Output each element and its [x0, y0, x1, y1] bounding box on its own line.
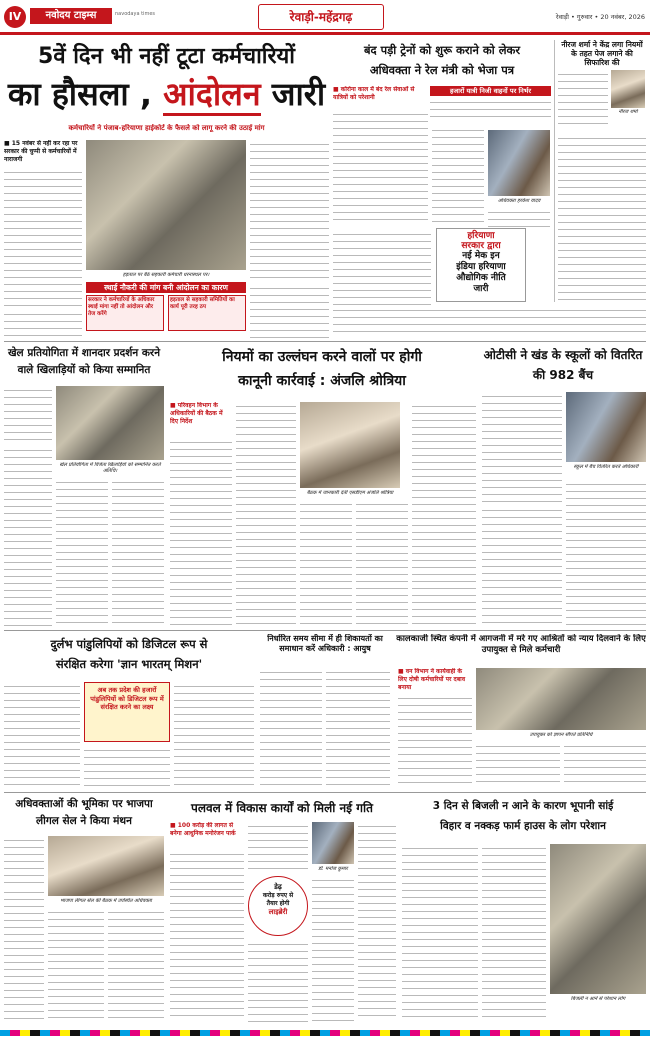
body-power-col1 — [402, 844, 478, 1022]
body-sports-col3 — [112, 478, 164, 626]
masthead-small-tag: navodaya times — [115, 11, 156, 17]
headline-rules-line-2: कानूनी कार्रवाई : अंजलि श्रोत्रिया — [238, 373, 406, 389]
body-ashram-col3 — [564, 742, 646, 788]
caption-lawyers: भाजपा लीगल सेल की बैठक में उपस्थित अधिवक्ता — [60, 898, 152, 904]
kicker-rules: ■ परिवहन विभाग के अधिकारियों की बैठक में दिए निर्देश — [170, 402, 223, 425]
photo-side — [611, 70, 645, 108]
divider-row-3 — [4, 792, 646, 793]
divider-row-2 — [4, 630, 646, 631]
promo-line-4: इंडिया हरियाणा — [456, 262, 506, 272]
body-otc-col1 — [482, 392, 562, 502]
headline-side: नीरज शर्मा ने केंद्र लगा नियमों के तहत पेज लगाने की सिफारिश की — [561, 40, 643, 67]
caption-side: नीरज शर्मा — [618, 109, 638, 115]
headline-lawyers: अधिवक्ताओं की भूमिका पर भाजपा लीगल सेल ने किया मंथन — [15, 798, 153, 827]
body-lawyers-col1b — [4, 888, 44, 1022]
paper-name-logo: नवोदय टाइम्स — [30, 8, 112, 24]
headline-rules — [168, 345, 476, 395]
caption-trains: अधिवक्ता हरकेश यादव — [497, 198, 541, 204]
body-sports-col1 — [4, 386, 52, 442]
headline-trains — [333, 40, 551, 84]
body-manuscripts-col1 — [4, 682, 80, 788]
body-trains-wide — [333, 306, 646, 338]
footer-color-strip — [0, 1030, 650, 1036]
promo-line-1: हरियाणा — [467, 231, 495, 241]
headline-trains-line-2: अधिवक्ता ने रेल मंत्री को भेजा पत्र — [369, 63, 515, 77]
body-ashram-col1 — [398, 694, 472, 788]
photo-lawyers — [48, 836, 164, 896]
body-rules-col5 — [412, 402, 476, 626]
body-rules-col1 — [170, 438, 232, 626]
headline-trains-line-1: बंद पड़ी ट्रेनों को शुरू कराने को लेकर — [363, 43, 521, 57]
headline-power-line-2: विहार व नक्कड़ फार्म हाउस के लोग परेशान — [440, 820, 606, 832]
caption-strike: हड़ताल पर बैठे सहकारी कर्मचारी धरनास्थल पर। — [122, 272, 210, 278]
photo-sports — [56, 386, 164, 460]
page-number-badge: IV — [4, 6, 26, 28]
caption-otc: स्कूल में बैंच वितरित करते अधिकारी — [573, 464, 639, 470]
quote-box-strike-2: हड़ताल से सहकारी समितियों का कार्य पूरी तरह ठप — [168, 295, 246, 331]
photo-strike — [86, 140, 246, 270]
panel-trains-title: हजारों यात्री निजी वाहनों पर निर्भर — [430, 86, 551, 96]
headline-officers: निर्धारित समय सीमा में ही शिकायतों का समाधान करें अधिकारी : आयुष — [267, 634, 383, 653]
body-palwal-col3b — [312, 876, 354, 1022]
body-strike-col3b — [250, 284, 329, 338]
body-rules-col4 — [356, 500, 408, 626]
photo-power — [550, 844, 646, 994]
kicker-strike: ■ 15 नवंबर से नहीं कर रहा पर सरकार की चुप्पी से कर्मचारियों में नाराजगी — [4, 140, 78, 163]
kicker-trains: ■ कोरोना काल में बंद रेल सेवाओं से यात्रियों को परेशानी — [333, 86, 415, 101]
highlight-manuscripts: अब तक प्रदेश की हजारों पांडुलिपियों को डिजिटल रूप में संरक्षित करने का लक्ष्य — [84, 682, 170, 742]
body-ashram-col2 — [476, 742, 560, 788]
body-side-1 — [558, 70, 608, 130]
headline-palwal: पलवल में विकास कार्यों को मिली नई गति — [191, 801, 373, 815]
body-manuscripts-col3 — [174, 682, 254, 788]
headline-strike-line-2a: का हौसला , — [7, 75, 153, 113]
body-officers-col1 — [260, 668, 322, 788]
body-rules-col2 — [236, 402, 296, 626]
headline-manuscripts-line-1: दुर्लभ पांडुलिपियों को डिजिटल रूप से — [50, 637, 208, 651]
headline-sports: खेल प्रतियोगिता में शानदार प्रदर्शन करने वाले खिलाड़ियों को किया सम्मानित — [7, 347, 161, 376]
body-rules-col3 — [300, 500, 352, 626]
body-palwal-col3 — [358, 822, 396, 1022]
caption-sports: खेल प्रतियोगिता में विजेता खिलाड़ियों को सम्मानित करते अतिथि। — [59, 462, 161, 474]
headline-strike-line-2b: आंदोलन — [163, 75, 260, 116]
headline-manuscripts-line-2: संरक्षित करेगा 'ज्ञान भारतम् मिशन' — [55, 657, 203, 671]
photo-otc — [566, 392, 646, 462]
callout-palwal — [248, 876, 308, 936]
body-lawyers-col1 — [4, 836, 44, 886]
body-manuscripts-col2 — [84, 746, 170, 788]
promo-line-2: सरकार द्वारा — [461, 241, 501, 251]
body-trains-col4 — [333, 230, 431, 310]
masthead-rule — [0, 32, 650, 35]
body-officers-col2 — [326, 668, 390, 788]
headline-strike-line-1: 5वें दिन भी नहीं टूटा कर्मचारियों — [38, 44, 295, 69]
body-trains-col1 — [333, 110, 428, 225]
body-strike-col3 — [250, 140, 329, 280]
headline-otc: ओटीसी ने खंड के स्कूलों को वितरित की 982 बैंच — [483, 348, 643, 382]
caption-power: बिजली न आने से परेशान लोग — [570, 996, 626, 1002]
photo-palwal — [312, 822, 354, 864]
body-palwal-col2 — [248, 822, 308, 872]
caption-rules: बैठक में जानकारी देती एसडीएम अंजलि श्रोत्रिया — [306, 490, 394, 496]
headline-ashram: कालकाजी स्थित कंपनी में आगजनी में मरे गए आश्रितों को न्याय दिलवाने के लिए उपायुक्त से मिले कर्मचारी — [396, 634, 646, 655]
kicker-palwal: ■ 100 करोड़ की लागत से बनेगा आधुनिक मनोरंजन पार्क — [170, 822, 236, 837]
masthead — [0, 0, 650, 36]
promo-line-3: नई मेक इन — [462, 251, 500, 261]
caption-palwal: डॉ. मनोज कुमार — [318, 866, 348, 872]
caption-ashram: उपायुक्त को ज्ञापन सौंपते प्रतिनिधि — [529, 732, 593, 738]
photo-rules — [300, 402, 400, 488]
headline-power-line-1: 3 दिन से बिजली न आने के कारण भूपानी सांई — [432, 800, 614, 812]
body-strike-col1b — [4, 310, 82, 338]
subhead-strike: कर्मचारियों ने पंजाब-हरियाणा हाईकोर्ट के फैसले को लागू करने की उठाई मांग — [68, 124, 265, 132]
body-lawyers-col3 — [108, 908, 164, 1022]
body-palwal-col1 — [170, 850, 244, 1022]
headline-manuscripts — [4, 634, 254, 678]
kicker-ashram: ■ वन विभाग ने कार्यवाही के लिए दोषी कर्मचारियों पर दबाव बनाया — [398, 668, 466, 691]
divider-row-1 — [4, 341, 646, 342]
headline-strike-line-2c: जारी — [271, 75, 326, 113]
photo-trains — [488, 130, 550, 196]
issue-date: रेवाड़ी • गुरुवार • 20 नवंबर, 2026 — [555, 13, 645, 21]
headline-power — [400, 796, 646, 840]
callout-line-3: तैयार होगी — [266, 900, 290, 907]
promo-line-5: औद्योगिक नीति — [456, 273, 506, 283]
photo-ashram — [476, 668, 646, 730]
banner-strike: स्थाई नौकरी की मांग बनी आंदोलन का कारण — [86, 282, 246, 293]
body-palwal-col2b — [248, 940, 308, 1022]
body-sports-col2 — [56, 478, 108, 626]
callout-line-1: डेढ़ — [274, 883, 282, 891]
body-trains-col2 — [432, 126, 484, 226]
promo-line-6: जारी — [473, 284, 489, 294]
callout-line-4: लाइब्रेरी — [268, 908, 288, 916]
section-title: रेवाड़ी-महेंद्रगढ़ — [258, 4, 384, 30]
body-strike-col1 — [4, 168, 82, 308]
body-trains-col3 — [488, 208, 550, 228]
body-sports-col1b — [4, 446, 52, 626]
body-power-col2 — [482, 844, 546, 1022]
body-otc-col2 — [566, 480, 646, 626]
headline-rules-line-1: नियमों का उल्लंघन करने वालों पर होगी — [222, 349, 422, 365]
callout-line-2: करोड़ रुपए से — [262, 892, 294, 899]
panel-trains-body — [430, 98, 551, 122]
promo-box-haryana — [436, 228, 526, 302]
body-side-2 — [558, 134, 646, 300]
body-otc-col1b — [482, 506, 562, 626]
quote-box-strike-1: सरकार ने कर्मचारियों के अधिकार स्थाई मांगा नहीं तो आंदोलन और तेज करेंगे — [86, 295, 164, 331]
body-lawyers-col2 — [48, 908, 104, 1022]
